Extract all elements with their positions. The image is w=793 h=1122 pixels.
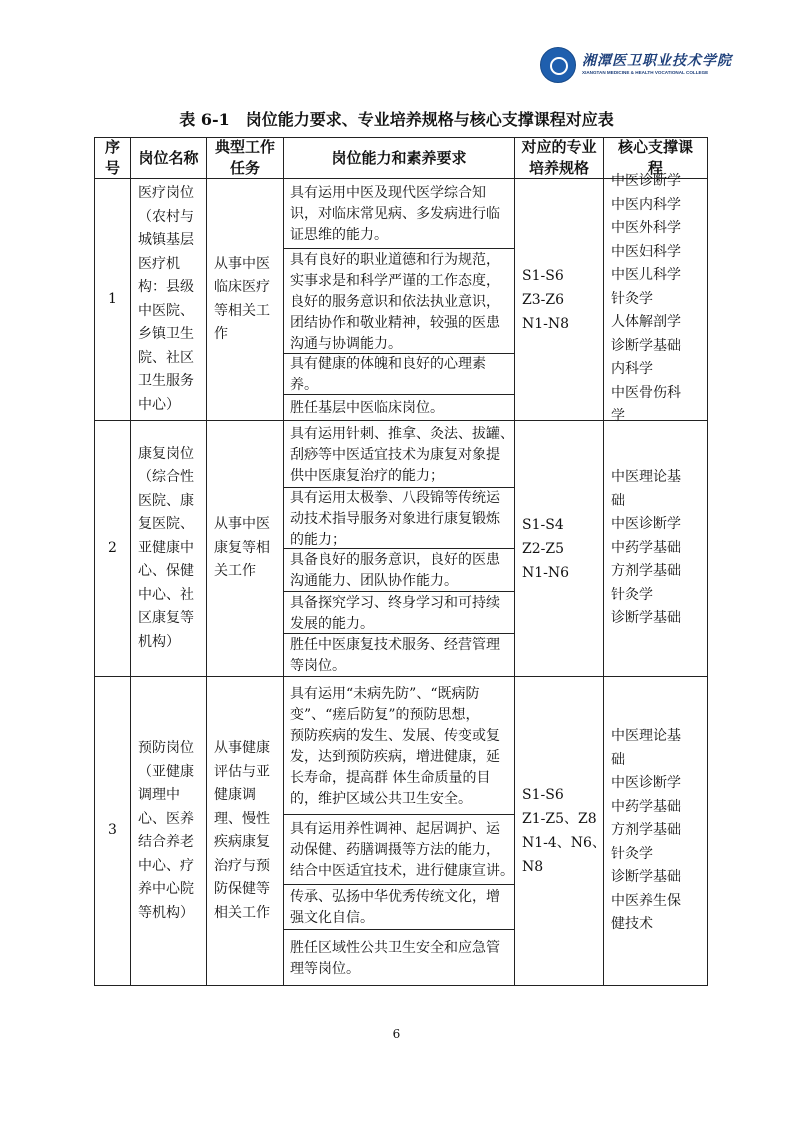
cell-text-line: 良好的服务意识和依法执业意识， <box>290 293 500 310</box>
cell-text-line: 中医诊断学 <box>611 775 681 792</box>
cell-text-line: 评估与亚 <box>214 763 270 780</box>
cell-text-line: 防保健等 <box>214 881 270 897</box>
post-name <box>130 178 207 421</box>
cell-text-line: 机构） <box>138 633 180 650</box>
cell-text-line: 识，对临床常见病、多发病进行临 <box>290 206 500 222</box>
column-header-requirements <box>283 137 515 179</box>
cell-text-line: 中医妇科学 <box>611 243 681 260</box>
core-courses <box>603 420 708 677</box>
cell-text-line: Z2-Z5 <box>522 540 564 557</box>
cell-text-line: 实事求是和科学严谨的工作态度， <box>290 272 500 289</box>
cell-text-line: 传承、弘扬中华优秀传统文化，增 <box>290 889 500 905</box>
post-name <box>130 420 207 677</box>
cell-text-line: 针灸学 <box>611 586 653 603</box>
cell-text-line: 疾病康复 <box>214 834 270 850</box>
cell-text-line: 具有良好的职业道德和行为规范， <box>290 251 500 268</box>
cell-text-line: 诊断学基础 <box>611 610 681 627</box>
cell-text-line: 强文化自信。 <box>290 910 374 926</box>
cell-text-line: 发，达到预防疾病，增进健康，延 <box>290 748 500 765</box>
row-number <box>94 676 131 986</box>
cell-text-line: 典型工作 <box>214 138 275 156</box>
cell-text-line: 作 <box>214 326 228 342</box>
cell-text-line: 刮痧等中医适宜技术为康复对象提 <box>290 446 500 463</box>
typical-task <box>206 420 284 677</box>
cell-text-line: 内科学 <box>611 361 653 378</box>
cell-text-line: 中医理论基 <box>611 469 681 486</box>
cell-text-line: 康复岗位 <box>138 445 194 462</box>
cell-text-line: 医院、康 <box>138 492 194 509</box>
cell-text-line: 方剂学基础 <box>611 563 681 580</box>
college-emblem-icon <box>540 47 576 83</box>
cell-text-line: 胜任区域性公共卫生安全和应急管 <box>290 939 500 956</box>
cell-text-line: 沟通能力、团队协作能力。 <box>290 573 458 589</box>
cell-text-line: 心、保健 <box>138 563 194 580</box>
cell-text-line: 具有健康的体魄和良好的心理素 <box>290 356 486 372</box>
cell-text-line: 动保健、药膳调摄等方法的能力， <box>290 842 500 858</box>
cell-text-line: 具备良好的服务意识，良好的医患 <box>290 552 500 568</box>
cell-text-line: 等岗位。 <box>290 658 346 674</box>
row-number <box>94 420 131 677</box>
cell-text-line: 中心、社 <box>138 586 194 603</box>
cell-text-line: 相关工作 <box>214 904 270 921</box>
cell-text-line: 城镇基层 <box>138 232 194 248</box>
cell-text-line: 1 <box>108 290 117 307</box>
cell-text-line: 础 <box>611 751 625 768</box>
cell-text-line: 复医院、 <box>138 516 194 533</box>
post-name <box>130 676 207 986</box>
cell-text-line: 乡镇卫生 <box>138 326 194 342</box>
requirement-item <box>283 676 515 815</box>
cell-text-line: 治疗与预 <box>214 857 270 874</box>
cell-text-line: N1-N8 <box>522 315 570 332</box>
cell-text-line: 任务 <box>229 159 260 177</box>
cell-text-line: 具备探究学习、终身学习和可持续 <box>290 594 500 611</box>
cell-text-line: 中医诊断学 <box>611 173 681 190</box>
core-courses <box>603 676 708 986</box>
cell-text-line: 理、慢性 <box>214 810 270 827</box>
cell-text-line: 理等岗位。 <box>290 960 360 977</box>
cell-text-line: 发展的能力。 <box>290 615 374 632</box>
requirement-item <box>283 884 515 930</box>
cell-text-line: 长寿命，提高群 体生命质量的目 <box>290 769 491 786</box>
cell-text-line: 诊断学基础 <box>611 869 681 886</box>
cell-text-line: 心、医养 <box>138 810 194 827</box>
column-header-no <box>94 137 131 179</box>
cell-text-line: 康复等相 <box>214 539 270 556</box>
cell-text-line: 针灸学 <box>611 290 653 307</box>
cell-text-line: 供中医康复治疗的能力； <box>290 467 444 484</box>
requirement-item <box>283 420 515 488</box>
page-number: 6 <box>392 1027 401 1041</box>
cell-text-line: （亚健康 <box>138 763 194 780</box>
cell-text-line: 胜任中医康复技术服务、经营管理 <box>290 637 500 653</box>
cell-text-line: 具有运用养性调神、起居调护、运 <box>290 821 500 837</box>
cell-text-line: 岗位能力和素养要求 <box>331 148 467 167</box>
cell-text-line: 等相关工 <box>214 302 270 319</box>
cell-text-line: 中医养生保 <box>611 892 681 909</box>
cell-text-line: 卫生服务 <box>138 373 194 389</box>
training-specs <box>514 420 604 677</box>
cell-text-line: 序 <box>104 138 120 156</box>
cell-text-line: 中心、疗 <box>138 857 194 874</box>
cell-text-line: 沟通与协调能力。 <box>290 335 402 352</box>
cell-text-line: 变”、“瘥后防复”的预防思想， <box>290 706 480 723</box>
cell-text-line: 结合养老 <box>138 834 194 850</box>
typical-task <box>206 676 284 986</box>
cell-text-line: 健康调 <box>214 787 256 803</box>
cell-text-line: 具有运用“未病先防”、“既病防 <box>290 685 480 702</box>
core-courses <box>603 173 708 425</box>
college-name: 湘潭医卫职业技术学院 <box>582 53 732 69</box>
cell-text-line: N8 <box>522 859 544 875</box>
cell-text-line: 中医院、 <box>138 302 194 319</box>
cell-text-line: 中药学基础 <box>611 539 681 556</box>
cell-text-line: 具有运用针刺、推拿、灸法、拔罐、 <box>290 425 514 442</box>
cell-text-line: 调理中 <box>138 787 180 803</box>
cell-text-line: S1-S4 <box>522 516 564 533</box>
cell-text-line: （综合性 <box>138 469 194 486</box>
cell-text-line: S1-S6 <box>522 267 564 284</box>
column-header-post <box>130 137 207 179</box>
cell-text-line: 养中心院 <box>138 881 194 897</box>
cell-text-line: 对应的专业 <box>521 138 597 156</box>
cell-text-line: 岗位名称 <box>138 148 199 167</box>
cell-text-line: 3 <box>108 822 117 839</box>
cell-text-line: 从事中医 <box>214 255 270 272</box>
cell-text-line: 医疗机 <box>138 255 180 272</box>
column-header-task <box>206 137 284 179</box>
requirement-item <box>283 929 515 986</box>
cell-text-line: 胜任基层中医临床岗位。 <box>290 400 444 416</box>
cell-text-line: 医疗岗位 <box>138 185 194 201</box>
cell-text-line: 的能力； <box>290 531 346 548</box>
cell-text-line: 具有运用中医及现代医学综合知 <box>290 185 486 201</box>
table-title: 表 6-1 岗位能力要求、专业培养规格与核心支撑课程对应表 <box>179 110 614 129</box>
requirement-item <box>283 548 515 592</box>
cell-text-line: 核心支撑课 <box>617 138 693 156</box>
cell-text-line: Z1-Z5、Z8 <box>522 811 597 827</box>
requirement-item <box>283 814 515 885</box>
cell-text-line: 中医儿科学 <box>611 267 681 284</box>
cell-text-line: 预防岗位 <box>138 740 194 756</box>
cell-text-line: 培养规格 <box>528 159 589 177</box>
cell-text-line: 中医外科学 <box>611 220 681 237</box>
cell-text-line: 构：县级 <box>138 279 194 295</box>
college-logo <box>538 46 732 86</box>
cell-text-line: 团结协作和敬业精神，较强的医患 <box>290 314 500 331</box>
requirement-item <box>283 633 515 677</box>
cell-text-line: S1-S6 <box>522 787 564 803</box>
cell-text-line: 的，维护区域公共卫生安全。 <box>290 790 472 807</box>
requirement-item <box>283 178 515 249</box>
training-specs <box>514 676 604 986</box>
requirement-item <box>283 394 515 421</box>
row-number <box>94 178 131 421</box>
cell-text-line: 中心） <box>138 396 180 413</box>
cell-text-line: 从事健康 <box>214 740 270 756</box>
cell-text-line: 2 <box>108 539 117 556</box>
cell-text-line: 诊断学基础 <box>611 337 681 354</box>
cell-text-line: 证思维的能力。 <box>290 227 388 243</box>
cell-text-line: 中药学基础 <box>611 798 681 815</box>
cell-text-line: 从事中医 <box>214 516 270 533</box>
cell-text-line: 中医诊断学 <box>611 516 681 533</box>
requirement-item <box>283 487 515 549</box>
cell-text-line: 动技术指导服务对象进行康复锻炼 <box>290 510 500 527</box>
training-specs <box>514 178 604 421</box>
cell-text-line: 础 <box>611 492 625 509</box>
cell-text-line: N1-N6 <box>522 564 570 581</box>
college-english-name: XIANGTAN MEDICINE & HEALTH VOCATIONAL COLLEGE <box>582 70 709 75</box>
requirement-item <box>283 248 515 354</box>
cell-text-line: 养。 <box>290 377 318 393</box>
cell-text-line: 预防疾病的发生、发展、传变或复 <box>290 727 500 744</box>
requirement-item <box>283 353 515 395</box>
cell-text-line: 院、社区 <box>138 349 194 366</box>
cell-text-line: 程 <box>647 159 663 177</box>
cell-text-line: 中医内科学 <box>611 196 681 213</box>
requirement-item <box>283 591 515 634</box>
cell-text-line: 健技术 <box>611 916 653 933</box>
cell-text-line: Z3-Z6 <box>522 291 564 308</box>
cell-text-line: 等机构） <box>138 904 194 921</box>
cell-text-line: 人体解剖学 <box>611 314 681 331</box>
cell-text-line: 学 <box>611 408 625 425</box>
cell-text-line: 针灸学 <box>611 845 653 862</box>
cell-text-line: 号 <box>104 159 120 177</box>
typical-task <box>206 178 284 421</box>
cell-text-line: N1-4、N6、 <box>522 835 606 851</box>
cell-text-line: 临床医疗 <box>214 279 270 295</box>
cell-text-line: 关工作 <box>214 563 256 580</box>
cell-text-line: 区康复等 <box>138 610 194 627</box>
cell-text-line: 方剂学基础 <box>611 822 681 839</box>
cell-text-line: 中医理论基 <box>611 728 681 745</box>
cell-text-line: 具有运用太极拳、八段锦等传统运 <box>290 489 500 506</box>
cell-text-line: 亚健康中 <box>138 539 194 556</box>
cell-text-line: 结合中医适宜技术，进行健康宣讲。 <box>290 863 514 879</box>
cell-text-line: （农村与 <box>138 208 194 225</box>
cell-text-line: 中医骨伤科 <box>611 384 681 401</box>
column-header-specs <box>514 137 604 179</box>
